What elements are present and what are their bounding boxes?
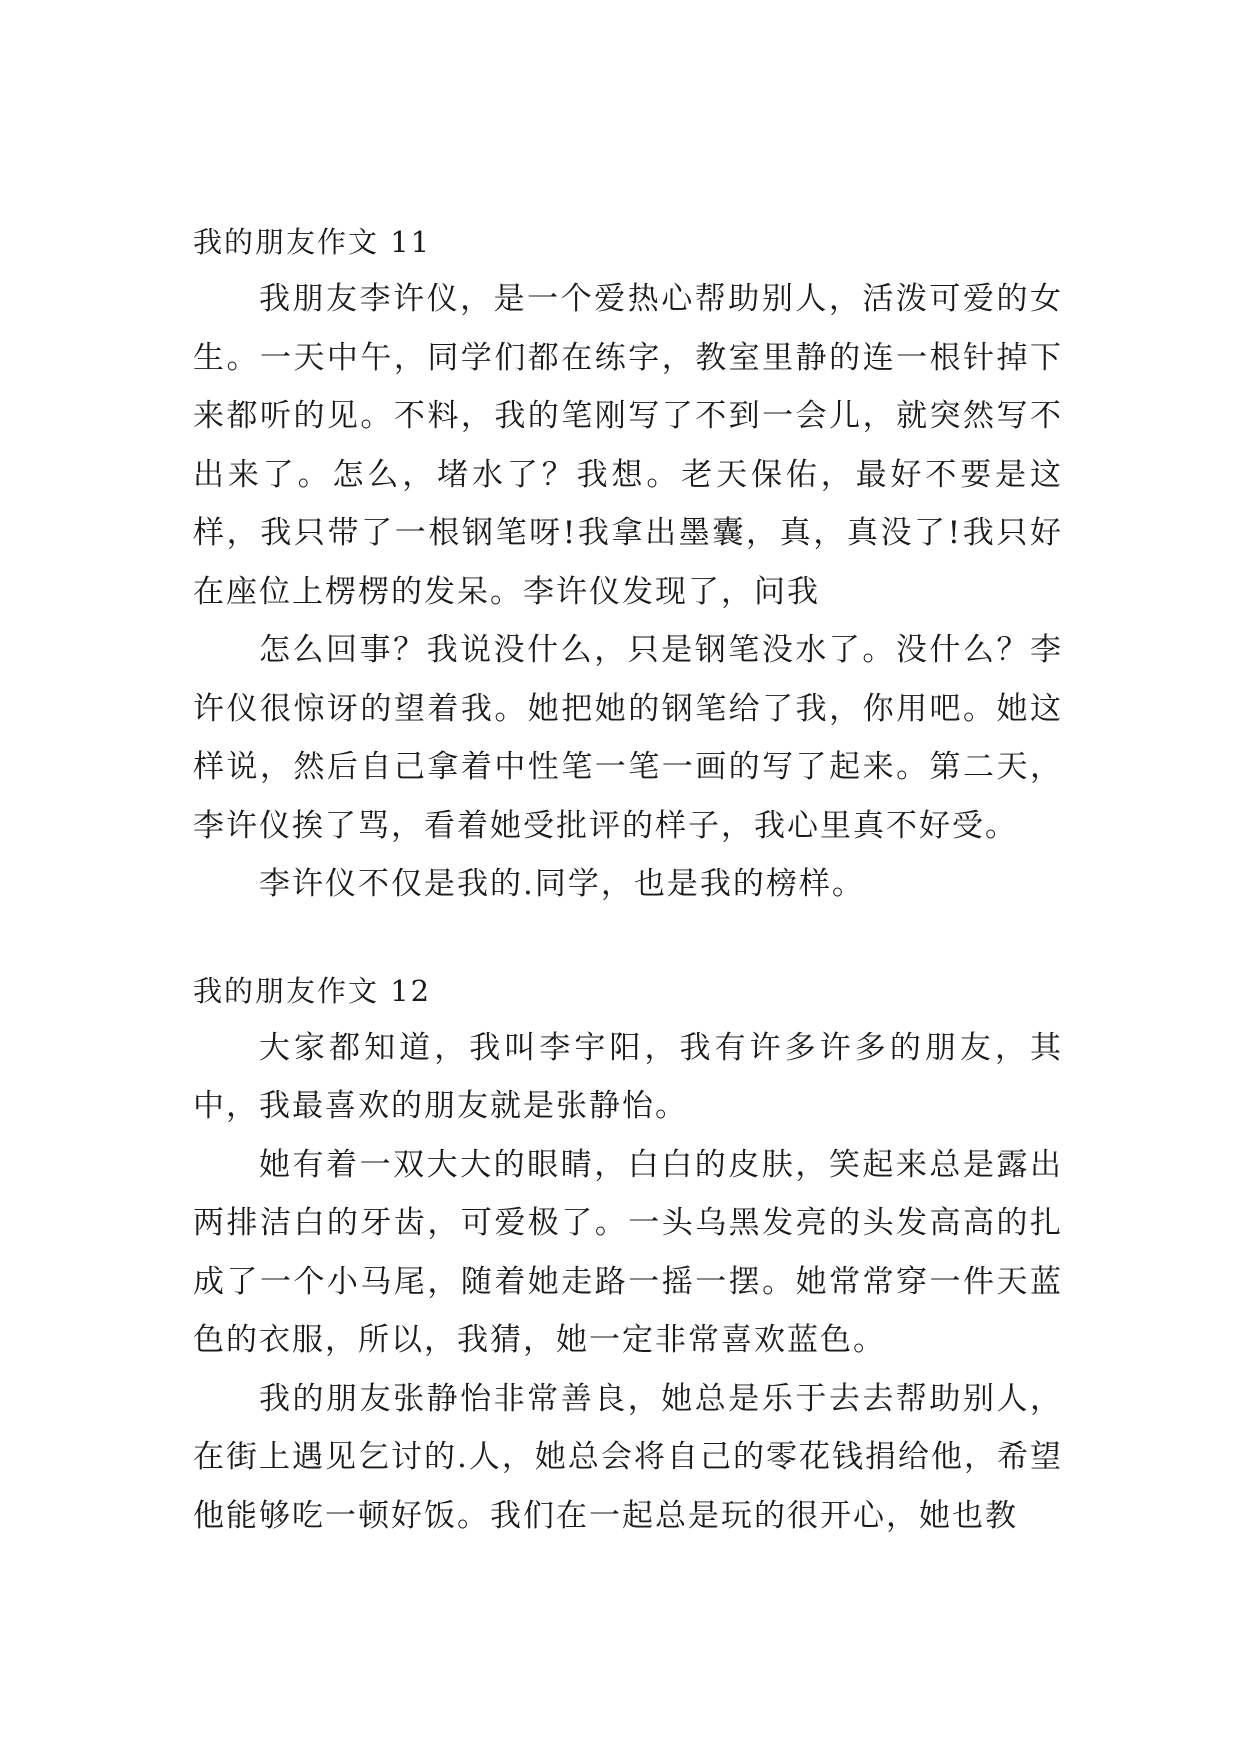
paragraph: 她有着一双大大的眼睛，白白的皮肤，笑起来总是露出两排洁白的牙齿，可爱极了。一头乌黑发亮的头发高高的扎成了一个小马尾，随着她走路一摇一摆。她常常穿一件天蓝色的衣服，所以，我猜，她一定非常喜欢蓝色。 [193, 1146, 1063, 1358]
paragraph: 大家都知道，我叫李宇阳，我有许多许多的朋友，其中，我最喜欢的朋友就是张静怡。 [193, 1029, 1063, 1124]
paragraph: 我朋友李许仪，是一个爱热心帮助别人，活泼可爱的女生。一天中午，同学们都在练字，教室里静的连一根针掉下来都听的见。不料，我的笔刚写了不到一会儿，就突然写不出来了。怎么，堵水了？我想。老天保佑，最好不要是这样，我只带了一根钢笔呀!我拿出墨囊，真，真没了!我只好在座位上楞楞的发呆。李许仪发现了，问我 [193, 281, 1063, 610]
paragraph: 怎么回事？我说没什么，只是钢笔没水了。没什么？李许仪很惊讶的望着我。她把她的钢笔给了我，你用吧。她这样说，然后自己拿着中性笔一笔一画的写了起来。第二天，李许仪挨了骂，看着她受批评的样子，我心里真不好受。 [193, 632, 1063, 844]
essay-section-11 [193, 215, 1063, 914]
document-body [193, 215, 1063, 1545]
section-heading: 我的朋友作文 11 [193, 225, 432, 259]
essay-section-12 [193, 964, 1063, 1546]
paragraph: 我的朋友张静怡非常善良，她总是乐于去去帮助别人，在街上遇见乞讨的.人，她总会将自己的零花钱捐给他，希望他能够吃一顿好饭。我们在一起总是玩的很开心，她也教 [193, 1380, 1063, 1534]
section-heading: 我的朋友作文 12 [193, 973, 432, 1008]
paragraph: 李许仪不仅是我的.同学，也是我的榜样。 [259, 866, 865, 902]
